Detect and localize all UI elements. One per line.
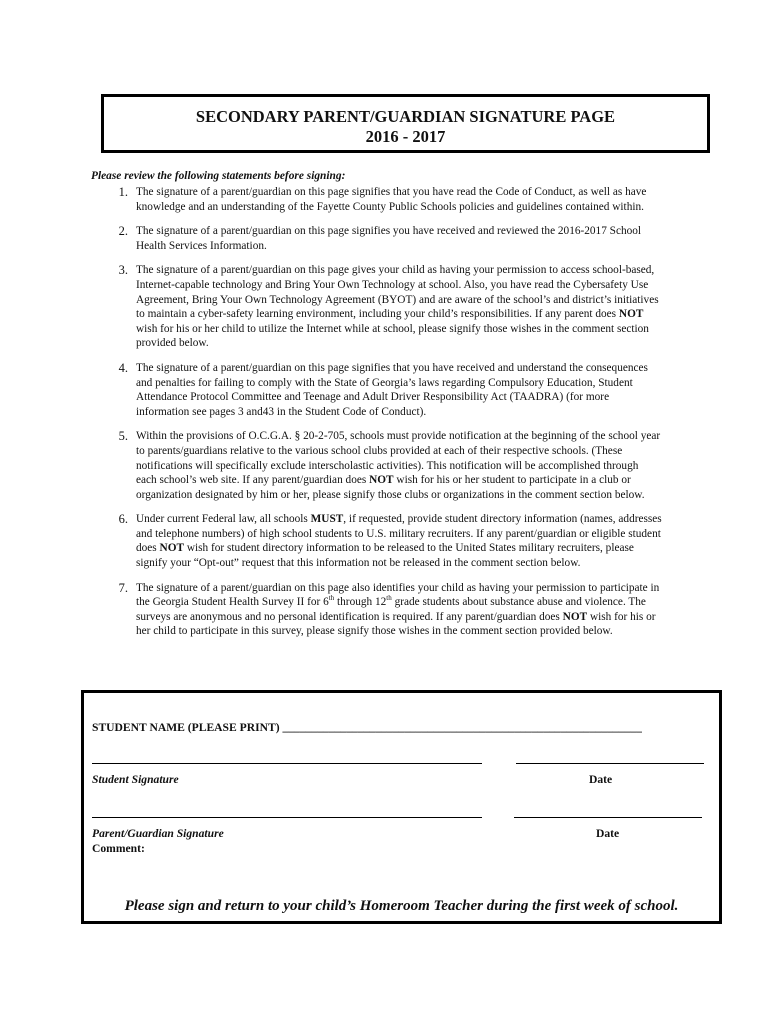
statement-number: 2. [118,224,128,239]
statement-line: Within the provisions of O.C.G.A. § 20-2-705, schools must provide notification at the beginning of the school year [136,430,661,443]
statement-line: wish for his or her child to utilize the Internet while at school, please signify those wishes in the comment section [136,322,649,335]
statement-line: signify your “Opt-out” request that this information not be released in the comment section below. [136,557,581,570]
statement-line: does NOT wish for student directory information to be released to the United States military recruiters, please [136,542,634,555]
statement-3 [91,263,731,351]
statement-line: The signature of a parent/guardian on this page signifies that you have received and understand the consequences [136,361,648,374]
statement-line: organization designated by him or her, please signify those clubs or organizations in the comment section below. [136,488,645,501]
student-signature-label: Student Signature [92,773,179,786]
parent-date-label: Date [596,827,620,840]
student-signature-line[interactable] [92,763,482,764]
statement-number: 7. [118,580,128,595]
statement-line: knowledge and an understanding of the Fayette County Public Schools policies and guidelines contained within. [136,200,644,213]
return-instruction: Please sign and return to your child’s Homeroom Teacher during the first week of school. [124,898,679,914]
student-date-label: Date [589,773,613,786]
student-name-label[interactable]: STUDENT NAME (PLEASE PRINT) ______________________________________________________________ [92,721,642,734]
parent-date-line[interactable] [514,817,702,818]
signature-box [81,690,722,924]
statement-line: her child to participate in this survey, please signify those wishes in the comment section provided below. [136,625,613,638]
student-date-line[interactable] [516,763,704,764]
statement-6 [91,512,731,570]
statement-line: to maintain a cyber-safety learning environment, including your child’s responsibilities. If any parent does NOT [136,308,644,321]
statement-4 [91,361,731,419]
statement-number: 5. [118,429,128,444]
parent-signature-line[interactable] [92,817,482,818]
statement-1 [91,185,731,214]
statement-line: surveys are anonymous and no personal identification is required. If any parent/guardian does NOT wish for his or [136,610,656,623]
page-title: SECONDARY PARENT/GUARDIAN SIGNATURE PAGE [195,107,616,126]
statement-line: The signature of a parent/guardian on this page signifies that you have read the Code of Conduct, as well as have [136,186,647,198]
statement-line: Agreement, Bring Your Own Technology Agreement (BYOT) and are aware of the school’s and district’s initiatives [136,293,659,306]
statement-line: The signature of a parent/guardian on this page gives your child as having your permission to access school-based, [136,264,655,277]
intro-text: Please review the following statements before signing: [91,170,346,182]
statement-line: The signature of a parent/guardian on this page signifies you have received and reviewed the 2016-2017 School [136,225,642,238]
statement-number: 4. [118,360,128,375]
statement-7 [91,581,731,639]
statement-line: information see pages 3 and43 in the Student Code of Conduct). [136,405,427,418]
statement-number: 6. [118,512,128,527]
statement-line: and penalties for failing to comply with the State of Georgia’s laws regarding Compulsory Education, Student [136,376,633,389]
statement-number: 3. [118,263,128,278]
statement-line: Attendance Protocol Committee and Teenage and Adult Driver Responsibility Act (TAADRA) (for more [136,391,610,404]
title-box [101,94,710,153]
statement-line: provided below. [136,337,209,350]
statement-line: Internet-capable technology and Bring Your Own Technology at school. Also, you have read the Cybersafety Use [136,278,649,291]
school-year: 2016 - 2017 [365,127,446,146]
statement-line: Under current Federal law, all schools MUST, if requested, provide student directory information (names, addresses [136,513,662,526]
statement-2 [91,224,731,253]
statement-5 [91,429,731,502]
statement-line: Health Services Information. [136,239,267,252]
statement-line: to parents/guardians relative to the various school clubs provided at each of their respective schools. (These [136,444,623,457]
statement-line: The signature of a parent/guardian on this page also identifies your child as having your permission to participate in [136,581,660,594]
parent-signature-label: Parent/Guardian Signature [92,827,224,840]
statement-line: each school’s web site. If any parent/guardian does NOT wish for his or her student to participate in a club or [136,474,631,487]
statement-line: and telephone numbers) of high school students to U.S. military recruiters. If any parent/guardian or eligible student [136,527,661,540]
statement-line: notifications will specifically exclude interscholastic activities). This notification will be accomplished through [136,459,639,472]
statement-line: the Georgia Student Health Survey II for 6th through 12th grade students about substance abuse and violence. The [136,594,646,609]
statement-list [91,185,731,639]
comment-label[interactable]: Comment: [92,842,145,855]
statement-number: 1. [118,185,128,199]
